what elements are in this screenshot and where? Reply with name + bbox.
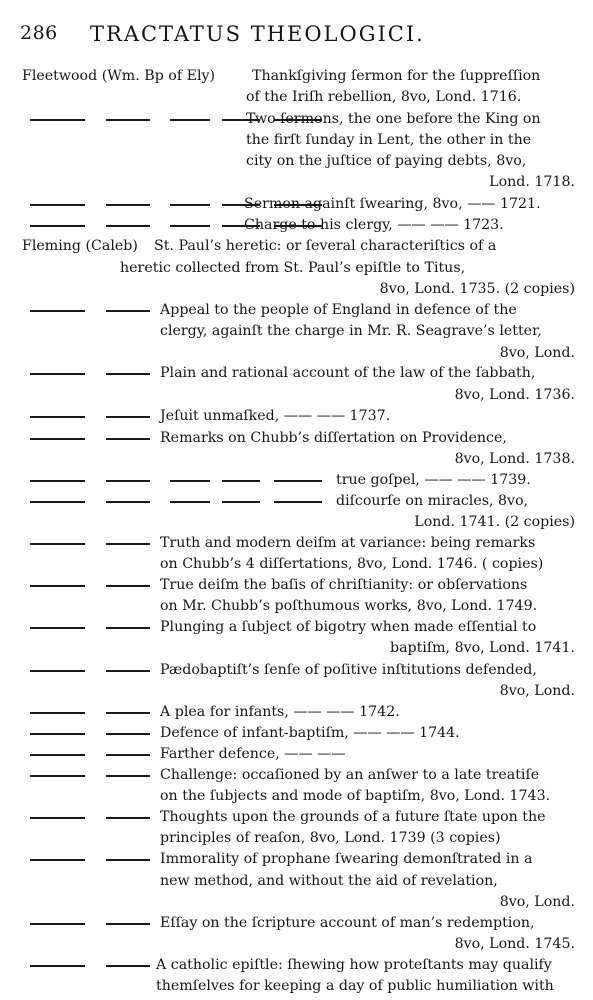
ditto-dash bbox=[30, 204, 85, 206]
catalogue-line bbox=[0, 934, 593, 955]
catalogue-line bbox=[0, 702, 593, 723]
entry-text: Immorality of prophane ſwearing demonſtrated in a bbox=[160, 851, 533, 867]
ditto-dash bbox=[30, 965, 85, 967]
entry-text: Sermon againſt ſwearing, 8vo, —— 1721. bbox=[244, 196, 541, 212]
entry-text: the firſt ſunday in Lent, the other in the bbox=[246, 132, 532, 148]
entry-text: A catholic epiſtle: ſhewing how proteſtants may qualify bbox=[156, 957, 552, 973]
ditto-dash bbox=[222, 480, 260, 482]
ditto-dash bbox=[30, 480, 85, 482]
ditto-dash bbox=[170, 480, 210, 482]
ditto-dash bbox=[106, 733, 150, 735]
catalogue-line bbox=[0, 449, 593, 470]
catalogue-line bbox=[0, 871, 593, 892]
entry-text: True deiſm the baſis of chriſtianity: or obſervations bbox=[160, 577, 528, 593]
ditto-dash bbox=[106, 480, 150, 482]
catalogue-line bbox=[0, 194, 593, 215]
ditto-dash bbox=[30, 225, 85, 227]
running-title: TRACTATUS THEOLOGICI. bbox=[90, 22, 425, 46]
catalogue-line bbox=[0, 215, 593, 236]
ditto-dash bbox=[106, 204, 150, 206]
catalogue-line bbox=[0, 828, 593, 849]
catalogue-line bbox=[0, 343, 593, 364]
entry-text: on the ſubjects and mode of baptiſm, 8vo, Lond. 1743. bbox=[160, 788, 551, 804]
entry-text: 8vo, Lond. 1738. bbox=[454, 451, 575, 467]
entry-text: Pædobaptiſt’s ſenſe of poſitive inſtitutions defended, bbox=[160, 662, 537, 678]
ditto-dash bbox=[30, 712, 85, 714]
ditto-dash bbox=[30, 859, 85, 861]
entry-text: Jeſuit unmaſked, —— —— 1737. bbox=[160, 408, 391, 424]
catalogue-line bbox=[0, 470, 593, 491]
ditto-dash bbox=[30, 373, 85, 375]
ditto-dash bbox=[222, 501, 260, 503]
catalogue-line bbox=[0, 300, 593, 321]
catalogue-line bbox=[0, 491, 593, 512]
entry-text: Remarks on Chubb’s diſſertation on Providence, bbox=[160, 430, 507, 446]
catalogue-line bbox=[0, 744, 593, 765]
entry-text: 8vo, Lond. 1745. bbox=[454, 936, 575, 952]
page-number: 286 bbox=[20, 22, 58, 44]
entry-text: Appeal to the people of England in defence of the bbox=[160, 302, 517, 318]
catalogue-line bbox=[0, 428, 593, 449]
ditto-dash bbox=[30, 310, 85, 312]
catalogue-line bbox=[0, 385, 593, 406]
ditto-dash bbox=[170, 119, 210, 121]
ditto-dash bbox=[30, 775, 85, 777]
ditto-dash bbox=[30, 817, 85, 819]
catalogue-line bbox=[0, 279, 593, 300]
ditto-dash bbox=[274, 501, 322, 503]
entry-text: 8vo, Lond. bbox=[499, 683, 575, 699]
entry-text: on Mr. Chubb’s poſthumous works, 8vo, Lond. 1749. bbox=[160, 598, 538, 614]
entry-text: Challenge: occaſioned by an anſwer to a late treatiſe bbox=[160, 767, 540, 783]
ditto-dash bbox=[30, 119, 85, 121]
entry-text: Plunging a ſubject of bigotry when made eſſential to bbox=[160, 619, 537, 635]
catalogue-line bbox=[0, 258, 593, 279]
entry-text: A plea for infants, —— —— 1742. bbox=[160, 704, 400, 720]
entry-text: heretic collected from St. Paul’s epiſtle to Titus, bbox=[120, 260, 466, 276]
entry-text: 8vo, Lond. bbox=[499, 345, 575, 361]
ditto-dash bbox=[106, 859, 150, 861]
catalogue-line bbox=[0, 554, 593, 575]
ditto-dash bbox=[30, 923, 85, 925]
ditto-dash bbox=[106, 965, 150, 967]
catalogue-line bbox=[0, 109, 593, 130]
catalogue-line bbox=[0, 236, 593, 257]
entry-text: baptiſm, 8vo, Lond. 1741. bbox=[389, 640, 575, 656]
catalogue-line bbox=[0, 617, 593, 638]
entry-text: themſelves for keeping a day of public humiliation with bbox=[156, 978, 554, 994]
entry-text: Farther defence, —— —— bbox=[160, 746, 346, 762]
entry-text: principles of reaſon, 8vo, Lond. 1739 (3 copies) bbox=[160, 830, 501, 846]
entry-text: Thoughts upon the grounds of a future ſtate upon the bbox=[160, 809, 546, 825]
ditto-dash bbox=[106, 670, 150, 672]
ditto-dash bbox=[30, 416, 85, 418]
ditto-dash bbox=[30, 543, 85, 545]
ditto-dash bbox=[30, 627, 85, 629]
entry-text: Two ſermons, the one before the King on bbox=[246, 111, 541, 127]
author-name: Fleetwood (Wm. Bp of Ely) bbox=[22, 68, 216, 84]
ditto-dash bbox=[30, 438, 85, 440]
entry-text: Plain and rational account of the law of the ſabbath, bbox=[160, 365, 536, 381]
catalogue-line bbox=[0, 892, 593, 913]
catalogue-line bbox=[0, 66, 593, 87]
entry-text: Lond. 1741. (2 copies) bbox=[414, 514, 575, 530]
ditto-dash bbox=[106, 373, 150, 375]
catalogue-line bbox=[0, 130, 593, 151]
catalogue-line bbox=[0, 172, 593, 193]
ditto-dash bbox=[30, 754, 85, 756]
catalogue-line bbox=[0, 681, 593, 702]
entry-text: Charge to his clergy, —— —— 1723. bbox=[244, 217, 504, 233]
ditto-dash bbox=[30, 585, 85, 587]
ditto-dash bbox=[106, 817, 150, 819]
entry-text: 8vo, Lond. bbox=[499, 894, 575, 910]
ditto-dash bbox=[170, 225, 210, 227]
page-header bbox=[0, 22, 593, 46]
entry-text: clergy, againſt the charge in Mr. R. Seagrave’s letter, bbox=[160, 323, 542, 339]
entry-text: city on the juſtice of paying debts, 8vo, bbox=[246, 153, 527, 169]
ditto-dash bbox=[106, 712, 150, 714]
ditto-dash bbox=[106, 585, 150, 587]
entry-text: Eſſay on the ſcripture account of man’s redemption, bbox=[160, 915, 535, 931]
ditto-dash bbox=[30, 733, 85, 735]
catalogue-line bbox=[0, 363, 593, 384]
entry-text: of the Iriſh rebellion, 8vo, Lond. 1716. bbox=[246, 89, 522, 105]
catalogue-line bbox=[0, 151, 593, 172]
entry-text: 8vo, Lond. 1735. (2 copies) bbox=[379, 281, 575, 297]
ditto-dash bbox=[170, 501, 210, 503]
entry-text: St. Paul’s heretic: or ſeveral characteriſtics of a bbox=[154, 238, 497, 254]
catalogue-line bbox=[0, 955, 593, 976]
catalogue-line bbox=[0, 638, 593, 659]
entry-text: Truth and modern deiſm at variance: being remarks bbox=[160, 535, 536, 551]
ditto-dash bbox=[170, 204, 210, 206]
catalogue-line bbox=[0, 786, 593, 807]
catalogue-line bbox=[0, 87, 593, 108]
catalogue-line bbox=[0, 512, 593, 533]
entry-text: Defence of infant-baptiſm, —— —— 1744. bbox=[160, 725, 460, 741]
catalogue-line bbox=[0, 406, 593, 427]
entry-text: 8vo, Lond. 1736. bbox=[454, 387, 575, 403]
catalogue-line bbox=[0, 596, 593, 617]
ditto-dash bbox=[106, 119, 150, 121]
ditto-dash bbox=[106, 310, 150, 312]
ditto-dash bbox=[106, 627, 150, 629]
ditto-dash bbox=[106, 775, 150, 777]
catalogue-line bbox=[0, 575, 593, 596]
catalogue-line bbox=[0, 976, 593, 997]
catalogue-line bbox=[0, 807, 593, 828]
entry-text: true goſpel, —— —— 1739. bbox=[336, 472, 531, 488]
ditto-dash bbox=[106, 225, 150, 227]
ditto-dash bbox=[106, 416, 150, 418]
ditto-dash bbox=[30, 670, 85, 672]
ditto-dash bbox=[106, 754, 150, 756]
ditto-dash bbox=[106, 543, 150, 545]
entry-text: diſcourſe on miracles, 8vo, bbox=[336, 493, 529, 509]
catalogue-line bbox=[0, 321, 593, 342]
catalogue-line bbox=[0, 533, 593, 554]
entry-text: on Chubb’s 4 diſſertations, 8vo, Lond. 1746. ( copies) bbox=[160, 556, 544, 572]
author-name: Fleming (Caleb) bbox=[22, 238, 138, 254]
entry-text: Thankſgiving ſermon for the ſuppreſſion bbox=[252, 68, 541, 84]
ditto-dash bbox=[106, 501, 150, 503]
catalogue-line bbox=[0, 913, 593, 934]
catalogue-line bbox=[0, 723, 593, 744]
catalogue-line bbox=[0, 849, 593, 870]
entry-text: new method, and without the aid of revelation, bbox=[160, 873, 498, 889]
ditto-dash bbox=[274, 480, 322, 482]
ditto-dash bbox=[30, 501, 85, 503]
ditto-dash bbox=[106, 923, 150, 925]
catalogue-line bbox=[0, 765, 593, 786]
entry-text: Lond. 1718. bbox=[489, 174, 575, 190]
ditto-dash bbox=[106, 438, 150, 440]
catalogue-line bbox=[0, 660, 593, 681]
